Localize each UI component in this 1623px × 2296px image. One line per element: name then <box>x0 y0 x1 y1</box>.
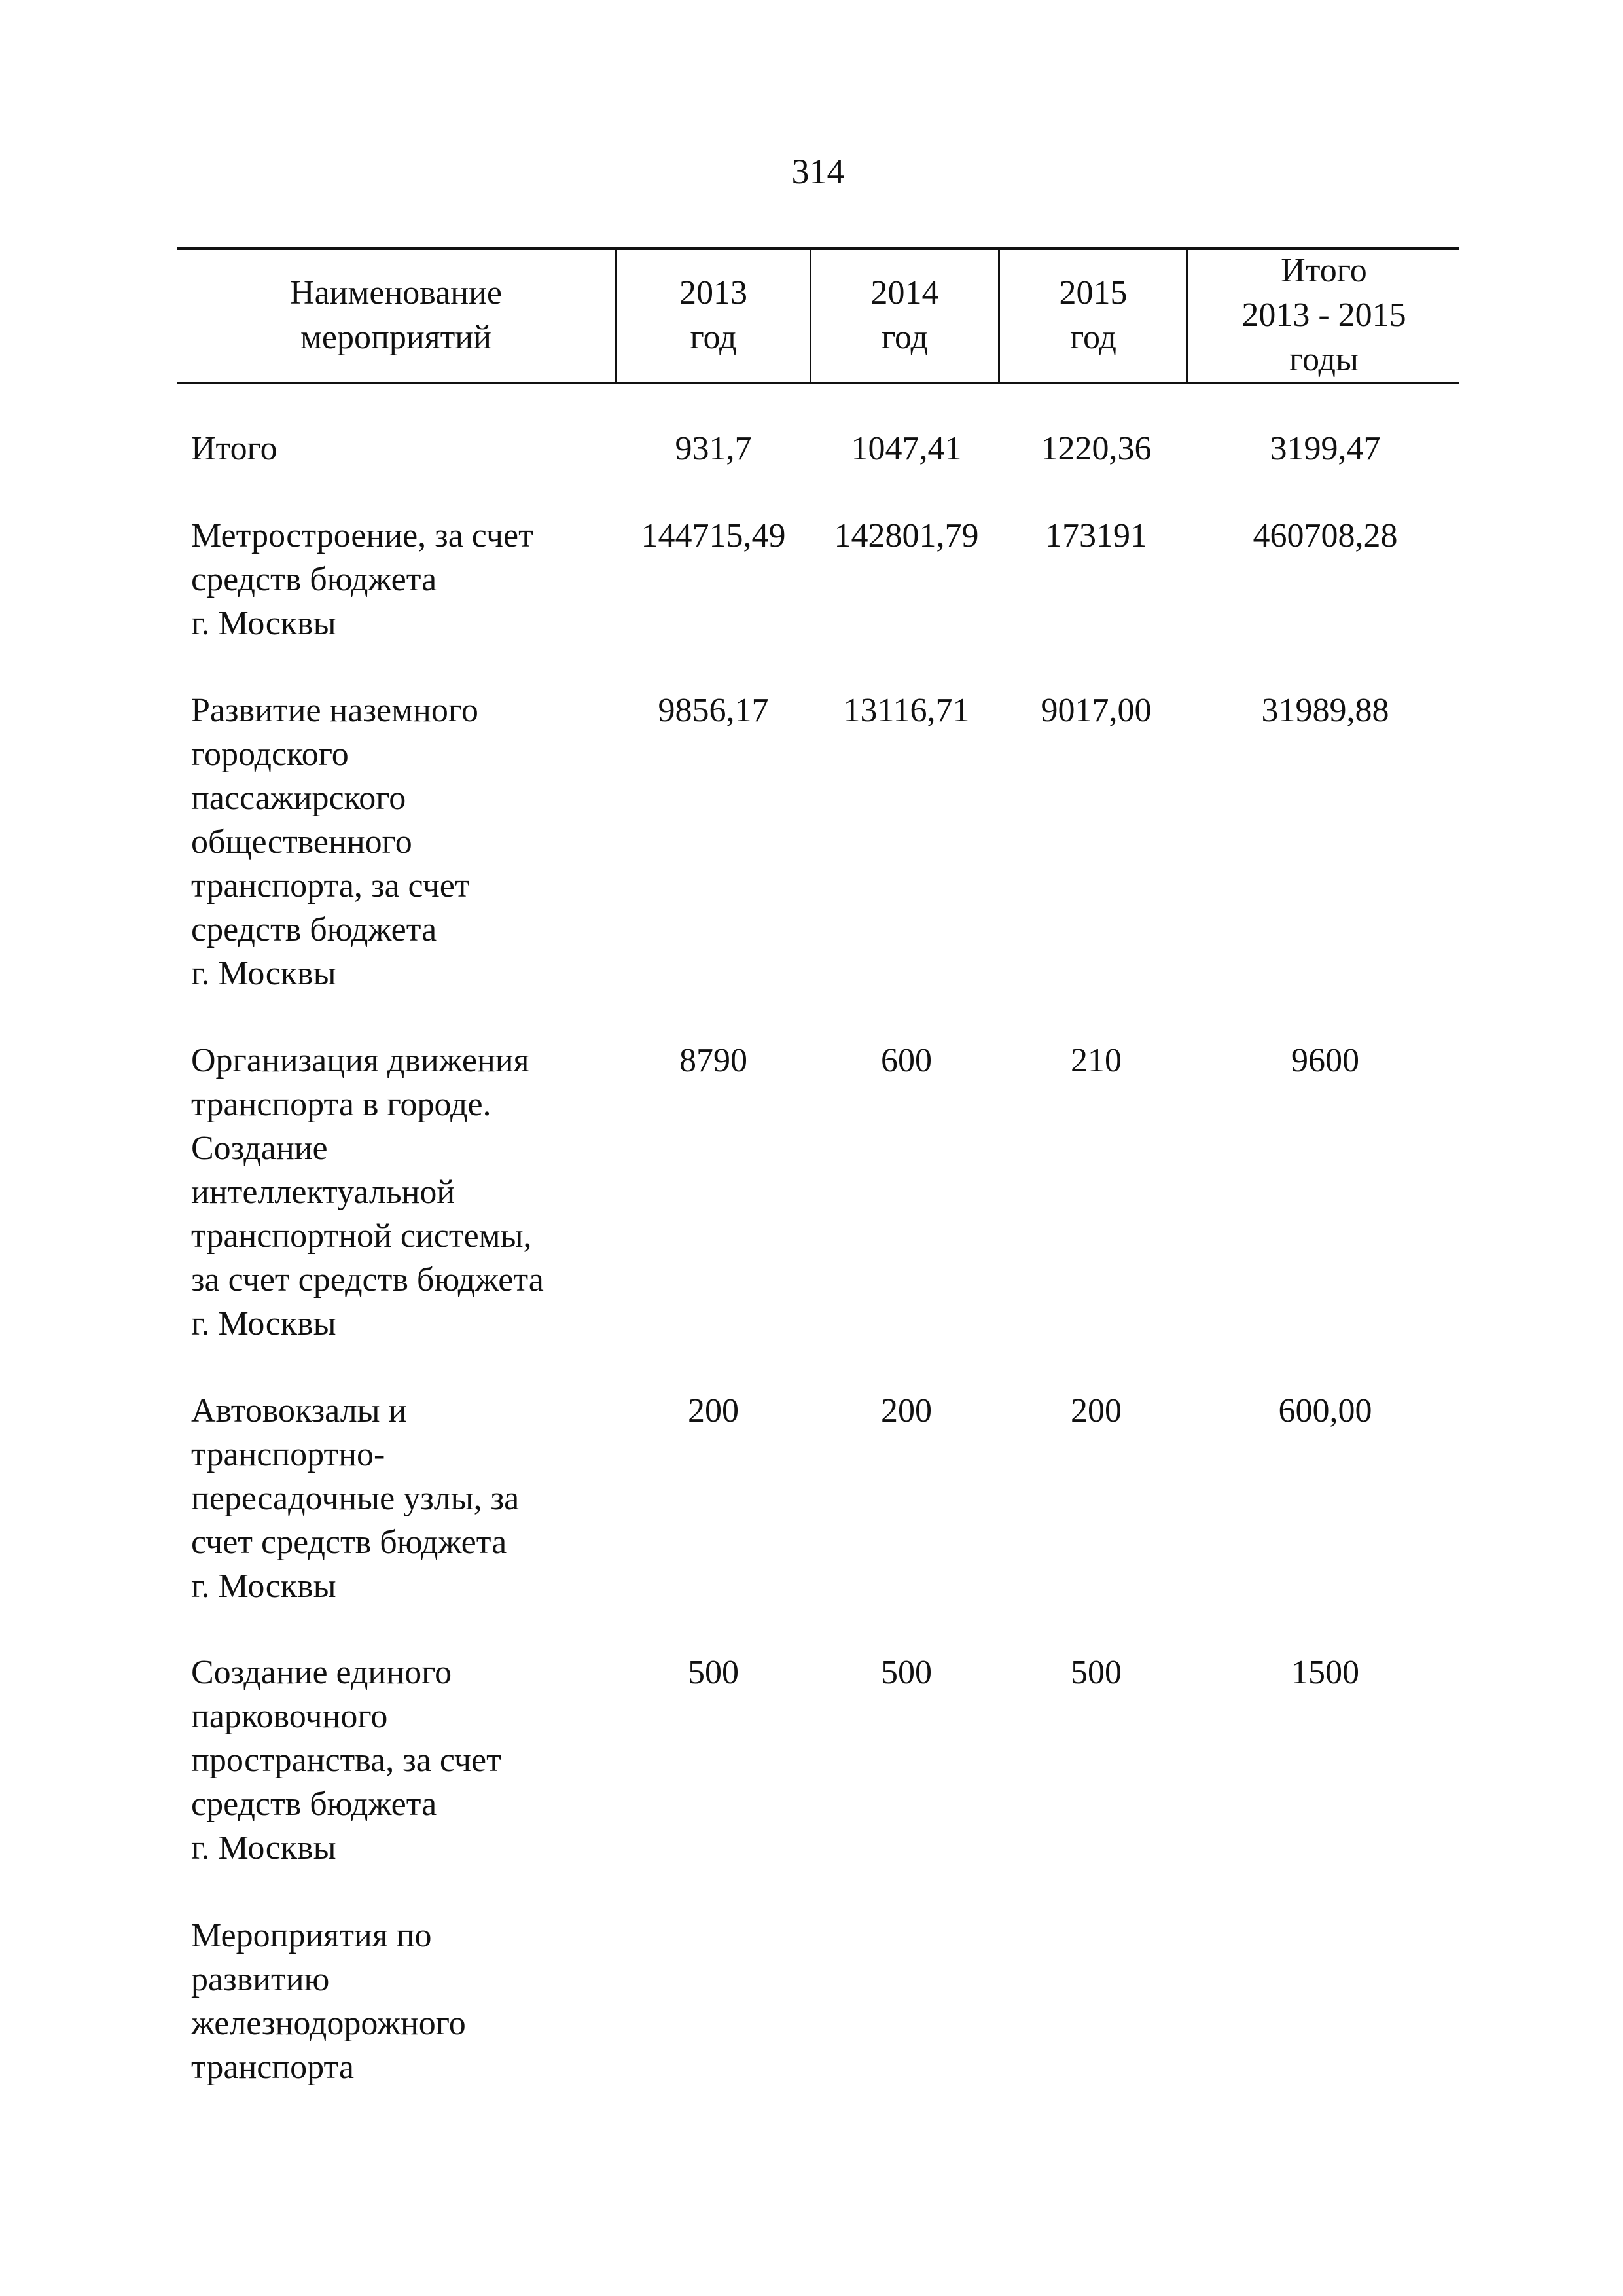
value-2015: 500 <box>1071 1654 1122 1691</box>
header-total: Итого 2013 - 2015 годы <box>1241 251 1406 378</box>
value-2014: 500 <box>881 1654 932 1691</box>
value-2014: 600 <box>881 1042 932 1079</box>
row-name: Мероприятия по развитию железнодорожного транспорта <box>191 1917 466 2086</box>
row-name: Метростроение, за счет средств бюджета г. Москвы <box>191 517 533 642</box>
value-2015: 200 <box>1071 1392 1122 1429</box>
value-2013: 8790 <box>679 1042 747 1079</box>
value-2014: 1047,41 <box>851 430 962 467</box>
header-2015: 2015 год <box>1059 274 1128 356</box>
table-header-rule <box>177 382 1459 384</box>
value-total: 1500 <box>1291 1654 1359 1691</box>
row-name: Развитие наземного городского пассажирского общественного транспорта, за счет средств бюджета г. Москвы <box>191 692 478 992</box>
row-name: Автовокзалы и транспортно- пересадочные узлы, за счет средств бюджета г. Москвы <box>191 1392 520 1605</box>
row-name: Создание единого парковочного пространства, за счет средств бюджета г. Москвы <box>191 1654 501 1867</box>
header-2014: 2014 год <box>870 274 939 356</box>
value-2015: 173191 <box>1045 517 1147 554</box>
value-total: 600,00 <box>1278 1392 1372 1429</box>
value-2014: 142801,79 <box>834 517 979 554</box>
row-name: Организация движения транспорта в городе. Создание интеллектуальной транспортной системы, за счет средств бюджета г. Москвы <box>191 1042 544 1342</box>
value-2013: 144715,49 <box>641 517 786 554</box>
value-2015: 9017,00 <box>1041 692 1152 729</box>
value-2015: 210 <box>1071 1042 1122 1079</box>
value-total: 9600 <box>1291 1042 1359 1079</box>
value-total: 31989,88 <box>1261 692 1389 729</box>
value-2013: 500 <box>688 1654 739 1691</box>
value-total: 460708,28 <box>1253 517 1398 554</box>
header-name: Наименование мероприятий <box>290 274 502 356</box>
value-2014: 200 <box>881 1392 932 1429</box>
row-name: Итого <box>191 430 277 467</box>
header-2013: 2013 год <box>679 274 747 356</box>
value-2013: 200 <box>688 1392 739 1429</box>
page-number: 314 <box>791 152 845 191</box>
value-2015: 1220,36 <box>1041 430 1152 467</box>
value-2013: 931,7 <box>675 430 752 467</box>
value-total: 3199,47 <box>1270 430 1381 467</box>
value-2014: 13116,71 <box>843 692 970 729</box>
value-2013: 9856,17 <box>658 692 769 729</box>
